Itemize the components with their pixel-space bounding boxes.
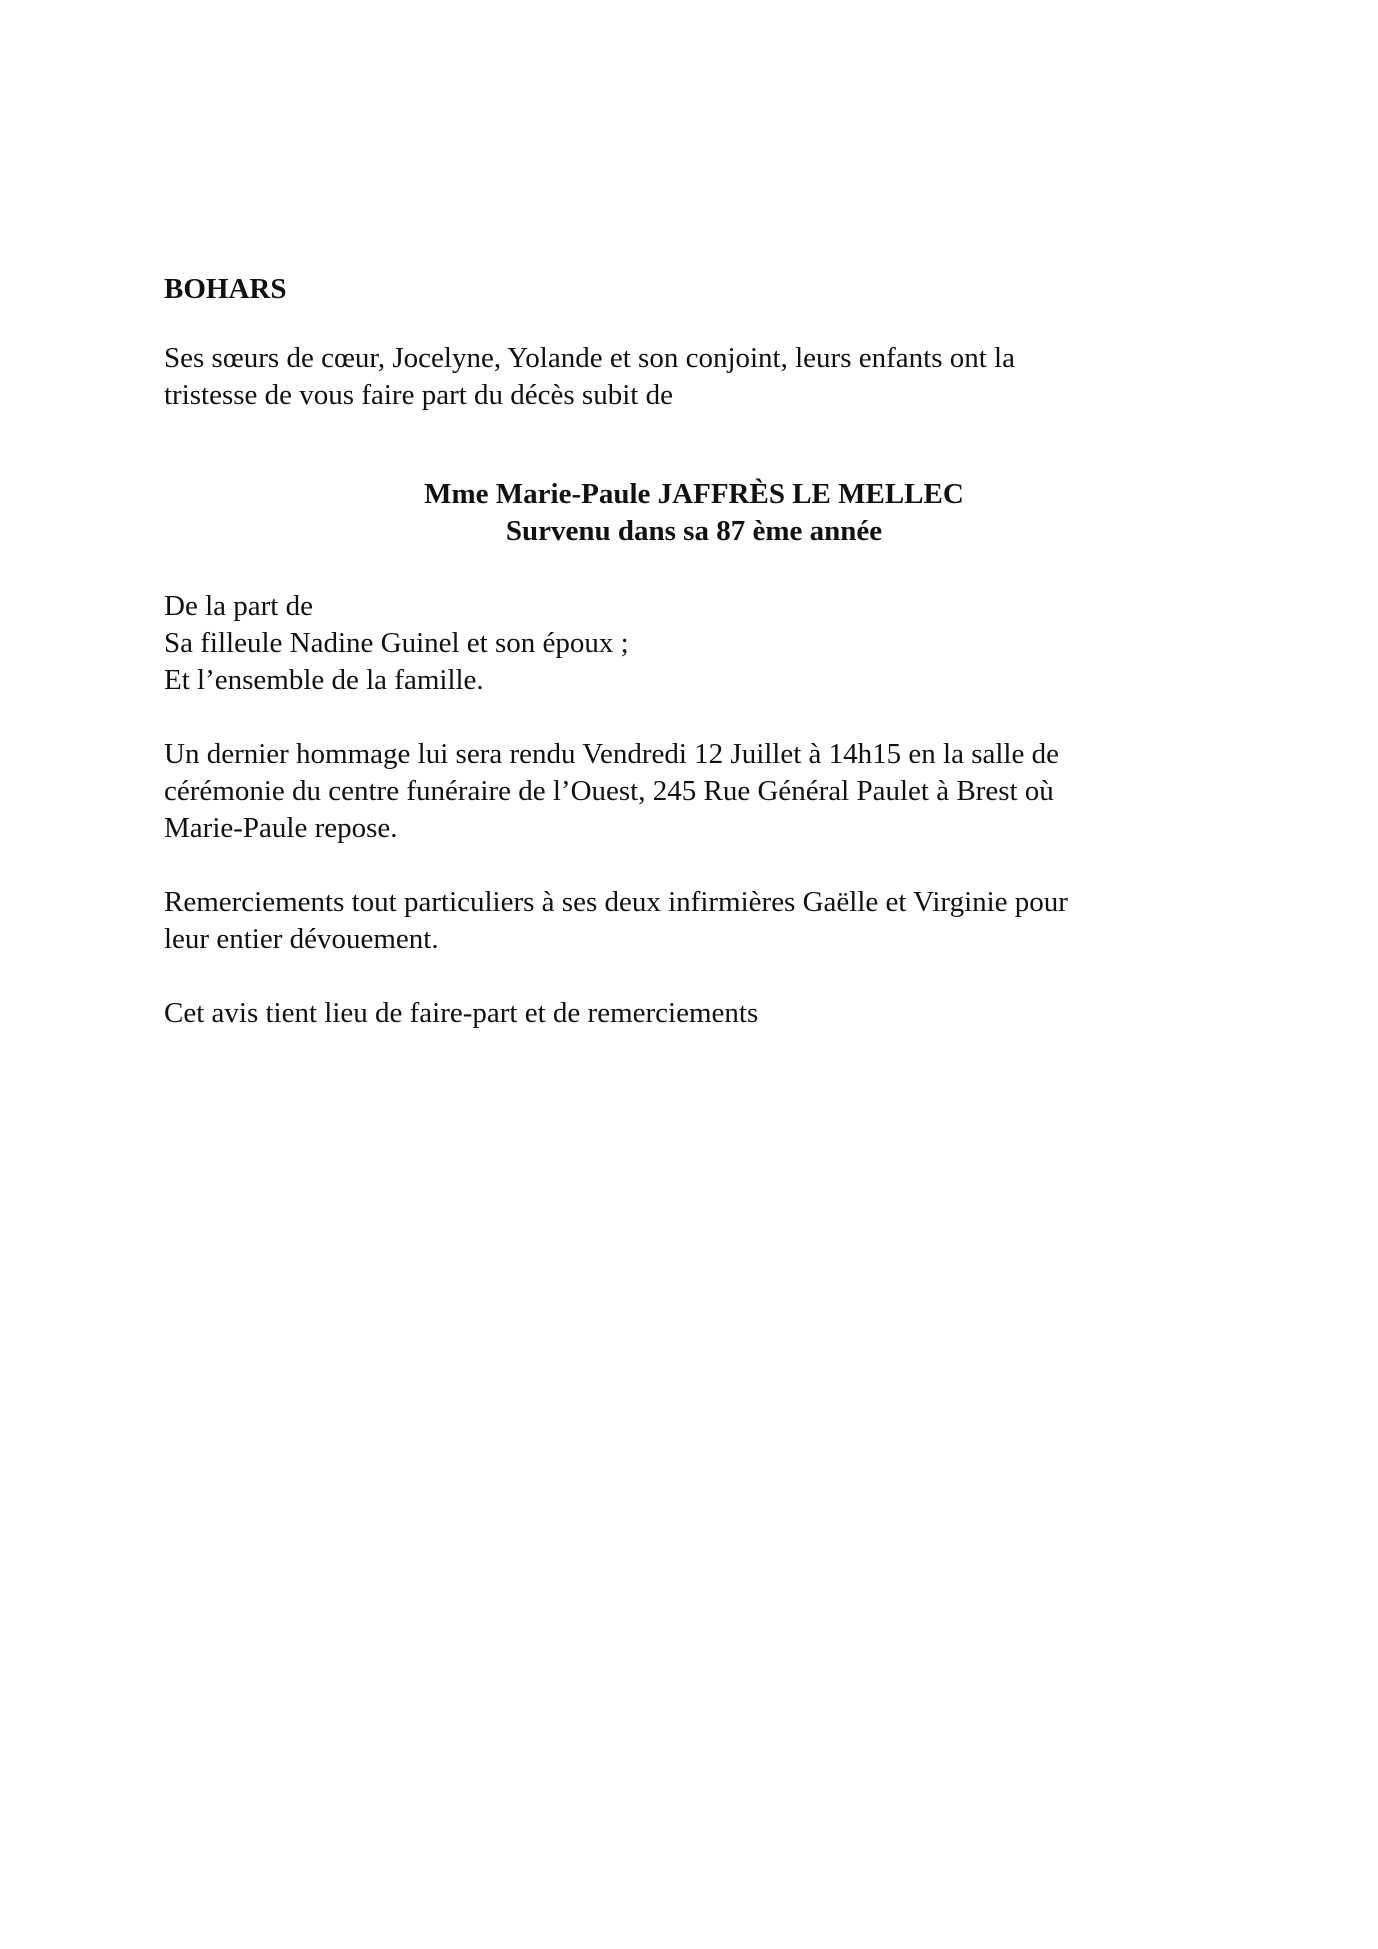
intro-line: Ses sœurs de cœur, Jocelyne, Yolande et son conjoint, leurs enfants ont la [164,342,1015,374]
intro-line: tristesse de vous faire part du décès subit de [164,379,673,411]
closing-paragraph [164,995,1224,1032]
ceremony-line: cérémonie du centre funéraire de l’Ouest, 245 Rue Général Paulet à Brest où [164,775,1054,807]
closing-line: Cet avis tient lieu de faire-part et de remerciements [164,997,759,1029]
deceased-age: Survenu dans sa 87 ème année [505,515,883,547]
ceremony-line: Un dernier hommage lui sera rendu Vendredi 12 Juillet à 14h15 en la salle de [164,738,1059,770]
thanks-line: leur entier dévouement. [164,923,439,955]
deceased-block [164,476,1224,550]
obituary-notice [164,271,1224,1069]
ceremony-line: Marie-Paule repose. [164,812,398,844]
town-heading: BOHARS [164,273,287,305]
ceremony-paragraph [164,736,1224,847]
intro-paragraph [164,340,1224,414]
from-paragraph [164,588,1224,699]
from-line: Et l’ensemble de la famille. [164,664,484,696]
thanks-paragraph [164,884,1224,958]
thanks-line: Remerciements tout particuliers à ses deux infirmières Gaëlle et Virginie pour [164,886,1068,918]
deceased-name: Mme Marie-Paule JAFFRÈS LE MELLEC [424,478,964,510]
from-line: Sa filleule Nadine Guinel et son époux ; [164,627,629,659]
from-line: De la part de [164,590,313,622]
